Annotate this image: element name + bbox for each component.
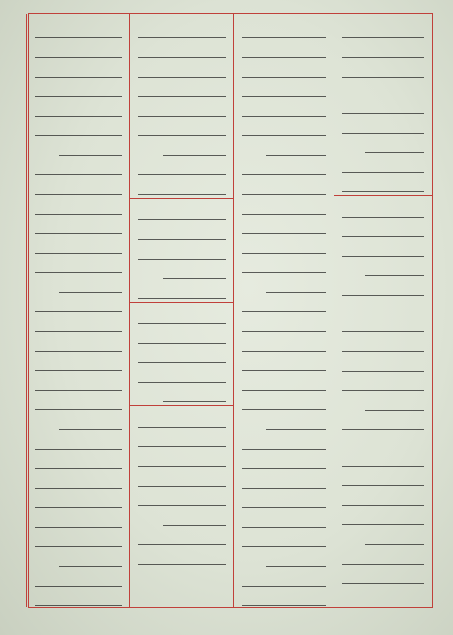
handwritten-line xyxy=(242,196,326,214)
handwritten-line xyxy=(138,202,226,220)
handwritten-line xyxy=(35,59,122,77)
handwritten-line xyxy=(35,118,122,136)
handwritten-line xyxy=(342,412,424,430)
handwritten-line xyxy=(342,96,424,114)
handwritten-line xyxy=(342,154,424,172)
handwritten-line xyxy=(266,549,326,567)
handwritten-line xyxy=(266,137,326,155)
handwritten-line xyxy=(35,529,122,547)
handwritten-line xyxy=(163,137,226,155)
handwritten-line xyxy=(163,384,226,402)
handwritten-line xyxy=(242,59,326,77)
handwritten-line xyxy=(35,392,122,410)
handwritten-line xyxy=(35,451,122,469)
handwritten-line xyxy=(365,392,424,410)
handwritten-line xyxy=(35,98,122,116)
handwritten-line xyxy=(138,20,226,38)
section-divider xyxy=(130,198,234,199)
handwritten-line xyxy=(35,157,122,175)
handwritten-line xyxy=(342,278,424,296)
handwritten-line xyxy=(342,507,424,525)
handwritten-line xyxy=(242,177,326,195)
handwritten-line xyxy=(242,568,326,586)
handwritten-line xyxy=(35,568,122,586)
handwritten-line xyxy=(242,490,326,508)
handwritten-line xyxy=(138,241,226,259)
handwritten-line xyxy=(342,115,424,133)
handwritten-line xyxy=(242,451,326,469)
handwritten-line xyxy=(138,429,226,447)
handwritten-line xyxy=(342,174,424,192)
handwritten-line xyxy=(35,431,122,449)
handwritten-line xyxy=(35,79,122,97)
handwritten-line xyxy=(59,549,122,567)
handwritten-line xyxy=(35,235,122,253)
handwritten-line xyxy=(342,448,424,466)
handwritten-line xyxy=(138,546,226,564)
handwritten-line xyxy=(242,20,326,38)
column-text-block xyxy=(138,20,226,601)
column-leftmost xyxy=(26,14,130,607)
handwritten-line xyxy=(138,280,226,298)
handwritten-line xyxy=(35,216,122,234)
handwritten-line xyxy=(242,157,326,175)
handwritten-line xyxy=(138,364,226,382)
handwritten-line xyxy=(35,294,122,312)
handwritten-line xyxy=(138,409,226,427)
handwritten-line xyxy=(138,449,226,467)
handwritten-line xyxy=(138,177,226,195)
handwritten-line xyxy=(242,235,326,253)
handwritten-line xyxy=(342,238,424,256)
handwritten-line xyxy=(138,306,226,324)
handwritten-line xyxy=(242,216,326,234)
handwritten-line xyxy=(35,314,122,332)
handwritten-line xyxy=(242,294,326,312)
handwritten-line xyxy=(342,40,424,58)
section-heading xyxy=(342,80,424,93)
column-rightmost xyxy=(334,14,432,607)
handwritten-line xyxy=(163,507,226,525)
handwritten-line xyxy=(266,412,326,430)
handwritten-line xyxy=(138,40,226,58)
handwritten-line xyxy=(35,509,122,527)
section-divider xyxy=(334,195,432,196)
text-frame xyxy=(28,13,433,608)
handwritten-line xyxy=(242,372,326,390)
handwritten-line xyxy=(365,527,424,545)
handwritten-line xyxy=(138,98,226,116)
handwritten-line xyxy=(35,177,122,195)
handwritten-line xyxy=(365,135,424,153)
handwritten-line xyxy=(242,431,326,449)
handwritten-line xyxy=(365,258,424,276)
handwritten-line xyxy=(242,314,326,332)
handwritten-line xyxy=(163,261,226,279)
handwritten-line xyxy=(35,40,122,58)
handwritten-line xyxy=(342,199,424,217)
handwritten-line xyxy=(138,468,226,486)
handwritten-line xyxy=(242,333,326,351)
handwritten-line xyxy=(242,588,326,606)
handwritten-line xyxy=(242,509,326,527)
handwritten-line xyxy=(59,137,122,155)
handwritten-line xyxy=(242,40,326,58)
handwritten-line xyxy=(35,333,122,351)
handwritten-line xyxy=(342,566,424,584)
handwritten-line xyxy=(138,79,226,97)
handwritten-line xyxy=(35,470,122,488)
handwritten-line xyxy=(342,487,424,505)
handwritten-line xyxy=(59,275,122,293)
handwritten-line xyxy=(242,98,326,116)
handwritten-line xyxy=(138,325,226,343)
handwritten-line xyxy=(35,20,122,38)
section-heading xyxy=(342,432,424,445)
handwritten-line xyxy=(35,372,122,390)
handwritten-line xyxy=(138,527,226,545)
column-text-block xyxy=(242,20,326,601)
handwritten-line xyxy=(342,353,424,371)
section-heading xyxy=(342,298,424,311)
handwritten-line xyxy=(342,468,424,486)
handwritten-line xyxy=(35,255,122,273)
section-divider xyxy=(130,302,234,303)
handwritten-line xyxy=(35,490,122,508)
handwritten-line xyxy=(242,470,326,488)
handwritten-line xyxy=(59,412,122,430)
handwritten-line xyxy=(35,196,122,214)
handwritten-line xyxy=(342,546,424,564)
column-text-block xyxy=(35,20,122,601)
handwritten-line xyxy=(138,488,226,506)
handwritten-line xyxy=(342,20,424,38)
column-text-block xyxy=(342,20,424,601)
column-second xyxy=(233,14,334,607)
handwritten-line xyxy=(138,157,226,175)
column-third xyxy=(129,14,234,607)
section-divider xyxy=(130,405,234,406)
handwritten-line xyxy=(138,222,226,240)
handwritten-line xyxy=(242,255,326,273)
handwritten-line xyxy=(35,588,122,606)
handwritten-line xyxy=(242,118,326,136)
handwritten-line xyxy=(342,334,424,352)
margin-notes xyxy=(0,0,28,635)
handwritten-line xyxy=(342,59,424,77)
handwritten-line xyxy=(266,275,326,293)
handwritten-line xyxy=(35,353,122,371)
handwritten-line xyxy=(138,118,226,136)
handwritten-line xyxy=(242,79,326,97)
handwritten-line xyxy=(242,353,326,371)
handwritten-line xyxy=(342,219,424,237)
handwritten-line xyxy=(242,529,326,547)
handwritten-line xyxy=(342,373,424,391)
handwritten-line xyxy=(138,59,226,77)
handwritten-line xyxy=(138,345,226,363)
handwritten-line xyxy=(342,314,424,332)
handwritten-line xyxy=(242,392,326,410)
